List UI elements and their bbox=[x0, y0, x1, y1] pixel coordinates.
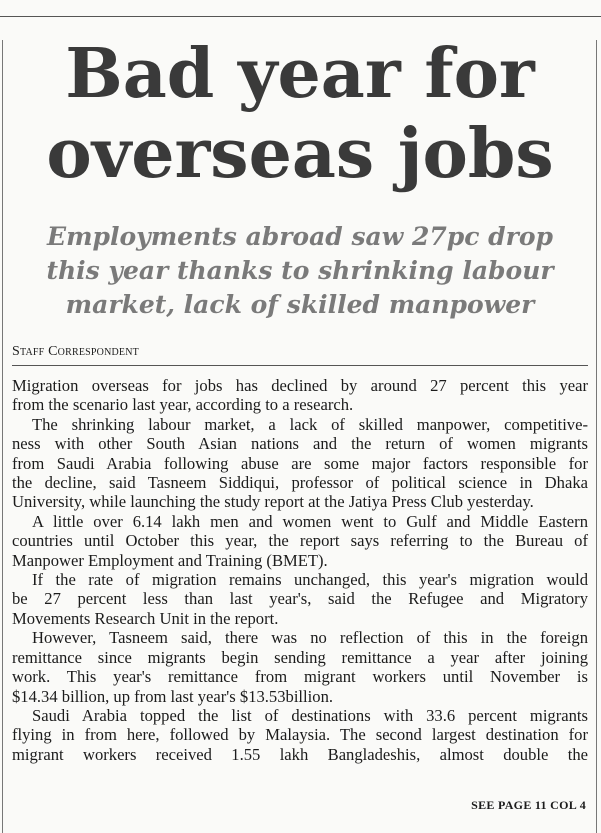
paragraph-4 bbox=[12, 570, 588, 628]
body-line: The shrinking labour market, a lack of skilled manpower, competitive- bbox=[32, 414, 588, 434]
body-line: Saudi Arabia topped the list of destinations with 33.6 percent migrants bbox=[32, 705, 588, 725]
body-line: However, Tasneem said, there was no reflection of this in the foreign bbox=[32, 628, 588, 648]
body-line: flying in from here, followed by Malaysia. The second largest destination for bbox=[12, 725, 588, 745]
body-line: the decline, said Tasneem Siddiqui, professor of political science in Dhaka bbox=[12, 473, 588, 493]
subheadline-line-2: this year thanks to shrinking labour bbox=[46, 256, 554, 285]
paragraph-6 bbox=[12, 706, 588, 764]
top-rule bbox=[0, 16, 601, 17]
body-line: Manpower Employment and Training (BMET). bbox=[12, 550, 328, 570]
body-line: be 27 percent less than last year's, said the Refugee and Migratory bbox=[12, 589, 588, 609]
body-line: from the scenario last year, according to a research. bbox=[12, 395, 354, 415]
body-line: migrant workers received 1.55 lakh Bangladeshis, almost double the bbox=[12, 744, 588, 764]
headline bbox=[10, 34, 590, 194]
frame-left-border bbox=[2, 40, 3, 833]
continuation-reference: SEE PAGE 11 COL 4 bbox=[471, 798, 586, 812]
headline-line-1: Bad year for bbox=[65, 34, 535, 114]
body-line: countries until October this year, the report says referring to the Bureau of bbox=[12, 531, 588, 551]
byline-text: Staff Correspondent bbox=[12, 344, 139, 359]
body-line: A little over 6.14 lakh men and women went to Gulf and Middle Eastern bbox=[32, 511, 588, 531]
body-line: $14.34 billion, up from last year's $13.53billion. bbox=[12, 686, 334, 706]
subheadline-line-3: market, lack of skilled manpower bbox=[65, 290, 535, 319]
byline bbox=[12, 344, 139, 360]
body-line: work. This year's remittance from migrant workers until November is bbox=[12, 667, 588, 687]
body-line: University, while launching the study report at the Jatiya Press Club yesterday. bbox=[12, 492, 534, 512]
byline-rule bbox=[12, 365, 588, 366]
subheadline bbox=[10, 220, 590, 322]
paragraph-5 bbox=[12, 628, 588, 706]
body-line: Movements Research Unit in the report. bbox=[12, 608, 279, 628]
frame-right-border bbox=[596, 40, 597, 833]
body-line: If the rate of migration remains unchanged, this year's migration would bbox=[32, 570, 588, 590]
body-line: Migration overseas for jobs has declined by around 27 percent this year bbox=[12, 376, 588, 395]
paragraph-3 bbox=[12, 512, 588, 570]
headline-line-2: overseas jobs bbox=[46, 114, 554, 194]
body-line: from Saudi Arabia following abuse are some major factors responsible for bbox=[12, 453, 588, 473]
paragraph-1 bbox=[12, 376, 588, 415]
body-line: ness with other South Asian nations and the return of women migrants bbox=[12, 434, 588, 454]
body-line: remittance since migrants begin sending remittance a year after joining bbox=[12, 647, 588, 667]
subheadline-line-1: Employments abroad saw 27pc drop bbox=[47, 222, 553, 251]
article-body bbox=[12, 376, 588, 764]
paragraph-2 bbox=[12, 415, 588, 512]
